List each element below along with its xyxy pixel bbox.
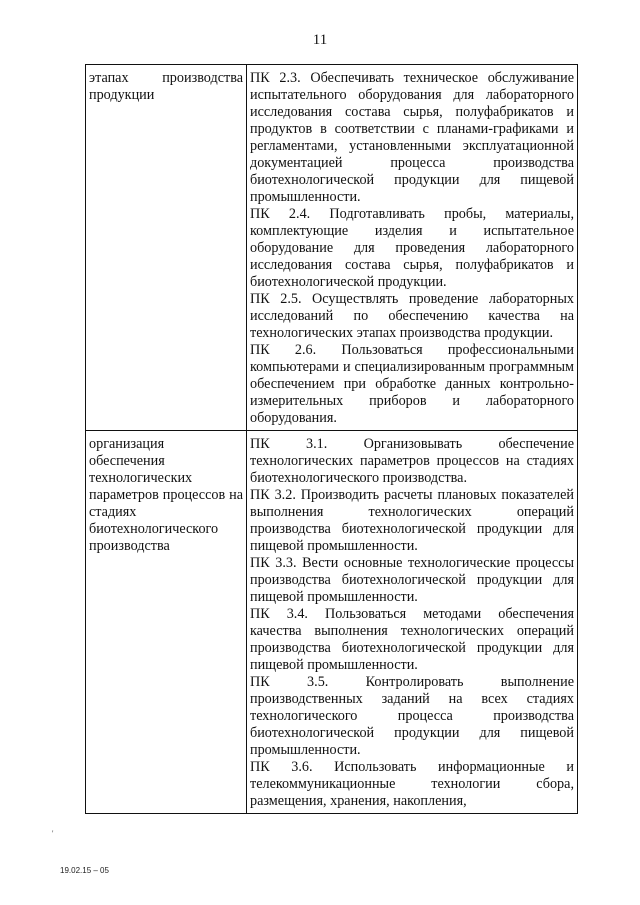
- competency-item-2-6: ПК 2.6. Пользоваться профессиональными компьютерами и специализированным программным обеспечением при обработке данных контрольно-измерительных приборов и лабораторного оборудования.: [250, 342, 574, 426]
- competency-item-3-6: ПК 3.6. Использовать информационные и телекоммуникационные технологии сбора, размещения, хранения, накопления,: [250, 759, 574, 809]
- competencies-cell: [247, 65, 578, 431]
- competencies-cell: [247, 431, 578, 814]
- activity-cell: организация обеспечения технологических параметров процессов на стадиях биотехнологического производства: [86, 431, 247, 814]
- stray-mark: ': [52, 829, 54, 838]
- competency-table: [85, 64, 578, 814]
- footer-document-code: 19.02.15 – 05: [60, 866, 109, 875]
- competency-item-3-3: ПК 3.3. Вести основные технологические процессы производства биотехнологической продукции для пищевой промышленности.: [250, 555, 574, 605]
- competency-item-2-4: ПК 2.4. Подготавливать пробы, материалы, комплектующие изделия и испытательное оборудование для проведения лабораторного исследования состава сырья, полуфабрикатов и биотехнологической продукции.: [250, 206, 574, 290]
- competency-item-3-4: ПК 3.4. Пользоваться методами обеспечения качества выполнения технологических операций производства биотехнологической продукции для пищевой промышленности.: [250, 606, 574, 673]
- page-number: 11: [312, 32, 328, 48]
- competency-item-2-3: ПК 2.3. Обеспечивать техническое обслуживание испытательного оборудования для лабораторного исследования состава сырья, полуфабрикатов и продуктов в соответствии с планами-графиками и регламентами, установленными эксплуатационной документацией процесса производства биотехнологической продукции для пищевой промышленности.: [250, 70, 574, 205]
- competency-item-3-1: ПК 3.1. Организовывать обеспечение технологических параметров процессов на стадиях биотехнологического производства.: [250, 436, 574, 486]
- table-row: [86, 431, 578, 814]
- table-row: [86, 65, 578, 431]
- competency-item-3-2: ПК 3.2. Производить расчеты плановых показателей выполнения технологических операций производства биотехнологической продукции для пищевой промышленности.: [250, 487, 574, 554]
- competency-item-3-5: ПК 3.5. Контролировать выполнение производственных заданий на всех стадиях технологического процесса производства биотехнологической продукции для пищевой промышленности.: [250, 674, 574, 758]
- competency-item-2-5: ПК 2.5. Осуществлять проведение лабораторных исследований по обеспечению качества на технологических этапах производства продукции.: [250, 291, 574, 341]
- activity-cell: этапах производства продукции: [86, 65, 247, 431]
